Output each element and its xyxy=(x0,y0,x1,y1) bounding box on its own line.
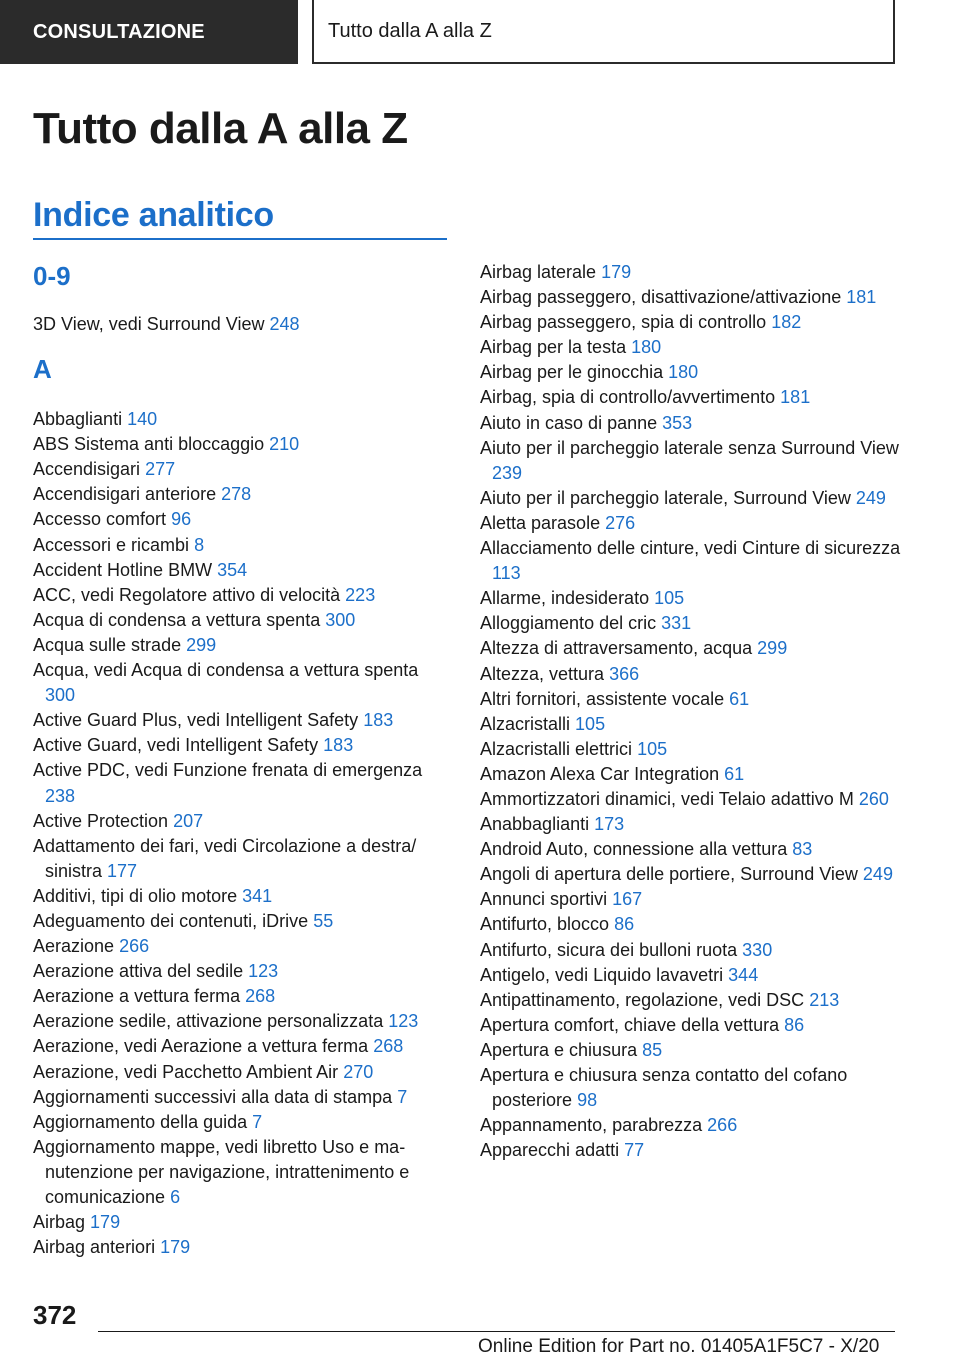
page-title: Tutto dalla A alla Z xyxy=(33,104,408,153)
index-page-link[interactable]: 77 xyxy=(624,1140,645,1161)
index-page-link[interactable]: 96 xyxy=(171,509,192,530)
index-entry-text: ABS Sistema anti bloccaggio xyxy=(33,434,265,455)
index-entry-text: Additivi, tipi di olio motore xyxy=(33,885,238,906)
index-entry-text: Alloggiamento del cric xyxy=(480,613,657,634)
index-entry-text: Accident Hotline BMW xyxy=(33,559,213,580)
index-entry xyxy=(480,636,910,661)
index-page-link[interactable]: 183 xyxy=(323,735,354,756)
index-entry-text: Apertura comfort, chiave della vettura xyxy=(480,1014,780,1035)
index-entry-text: Altezza, vettura xyxy=(480,663,605,684)
index-entry-text: Aerazione sedile, attivazione personalizzata xyxy=(33,1011,384,1032)
index-page-link[interactable]: 341 xyxy=(242,885,273,906)
index-page-link[interactable]: 86 xyxy=(784,1014,805,1035)
index-letter-0-9: 0-9 xyxy=(33,261,71,291)
index-page-link[interactable]: 181 xyxy=(846,287,877,308)
index-entry-text: Anabbaglianti xyxy=(480,814,590,835)
index-entry xyxy=(33,1210,448,1235)
index-entry xyxy=(480,536,910,586)
index-entry-text: Active Protection xyxy=(33,810,169,831)
index-entry xyxy=(33,608,448,633)
index-entry-text: Aggiornamenti successivi alla data di stampa xyxy=(33,1086,393,1107)
index-entry xyxy=(33,1085,448,1110)
index-entry-text: Airbag xyxy=(33,1212,86,1233)
index-entry xyxy=(33,884,448,909)
index-entry-text: Aerazione attiva del sedile xyxy=(33,961,244,982)
index-page-link[interactable]: 249 xyxy=(862,864,893,885)
index-page-link[interactable]: 248 xyxy=(269,314,300,334)
index-page-link[interactable]: 83 xyxy=(792,839,813,860)
index-entry-text: Abbaglianti xyxy=(33,409,123,430)
index-entry xyxy=(33,1110,448,1135)
index-column-left xyxy=(33,260,448,1260)
index-entry-text: Aiuto per il parcheggio laterale senza Surround View xyxy=(480,437,899,458)
index-entry xyxy=(33,482,448,507)
index-entry xyxy=(480,988,910,1013)
index-entry-text: Adattamento dei fari, vedi Circolazione a destra/ sinistra xyxy=(33,835,417,881)
index-page-link[interactable]: 8 xyxy=(194,534,205,555)
index-list-0-9 xyxy=(33,312,448,337)
index-page-link[interactable]: 181 xyxy=(780,387,811,408)
index-entry xyxy=(480,1038,910,1063)
index-entry-text: Aiuto per il parcheggio laterale, Surround View xyxy=(480,487,851,508)
index-entry-text: Aletta parasole xyxy=(480,512,601,533)
index-page-link[interactable]: 223 xyxy=(345,584,376,605)
index-entry-text: Alzacristalli elettrici xyxy=(480,738,633,759)
index-page-link[interactable]: 276 xyxy=(605,512,636,533)
index-page-link[interactable]: 353 xyxy=(662,412,693,433)
index-entry-text: Accessori e ricambi xyxy=(33,534,190,555)
edition-info: Online Edition for Part no. 01405A1F5C7 - X/20 xyxy=(478,1336,880,1357)
index-entry-text: Aerazione, vedi Pacchetto Ambient Air xyxy=(33,1061,339,1082)
index-page-link[interactable]: 105 xyxy=(575,713,606,734)
index-page-link[interactable]: 113 xyxy=(492,563,521,584)
index-entry-text: Active Guard Plus, vedi Intelligent Safety xyxy=(33,710,359,731)
index-entry xyxy=(33,558,448,583)
section-tab: CONSULTAZIONE xyxy=(0,0,298,64)
index-entry-text: Aggiornamento della guida xyxy=(33,1111,248,1132)
index-entry-text: Acqua sulle strade xyxy=(33,634,182,655)
index-entry xyxy=(33,658,448,708)
index-page-link[interactable]: 354 xyxy=(217,559,248,580)
index-entry-text: Appannamento, parabrezza xyxy=(480,1115,703,1136)
index-entry xyxy=(480,837,910,862)
index-entry-text: Android Auto, connessione alla vettura xyxy=(480,839,788,860)
index-entry xyxy=(33,583,448,608)
index-entry xyxy=(480,335,910,360)
index-entry xyxy=(33,959,448,984)
index-entry xyxy=(33,1009,448,1034)
index-entry xyxy=(480,787,910,812)
index-entry-text: Annunci sportivi xyxy=(480,889,608,910)
index-page-link[interactable]: 331 xyxy=(661,613,692,634)
index-entry-text: Antifurto, blocco xyxy=(480,914,610,935)
index-page-link[interactable]: 268 xyxy=(245,986,276,1007)
index-page-link[interactable]: 239 xyxy=(492,462,523,483)
index-entry-text: Accendisigari anteriore xyxy=(33,484,217,505)
index-entry-text: ACC, vedi Regolatore attivo di velocità xyxy=(33,584,341,605)
index-entry-text: Aerazione xyxy=(33,936,115,957)
index-entry xyxy=(480,285,910,310)
index-entry-text: 3D View, vedi Surround View xyxy=(33,314,265,334)
index-entry-text: Ammortizzatori dinamici, vedi Telaio adattivo M xyxy=(480,788,854,809)
index-page-link[interactable]: 179 xyxy=(160,1237,191,1258)
index-entry xyxy=(33,1135,448,1210)
index-page-link[interactable]: 179 xyxy=(601,262,632,282)
index-entry xyxy=(480,887,910,912)
index-entry-text: Airbag, spia di controllo/avvertimento xyxy=(480,387,776,408)
index-entry-text: Angoli di apertura delle portiere, Surround View xyxy=(480,864,858,885)
index-entry-text: Aggiornamento mappe, vedi libretto Uso e manutenzione per navigazione, intrattenimento e comunicazione xyxy=(33,1136,410,1207)
index-page-link[interactable]: 238 xyxy=(45,785,76,806)
index-entry-text: Accesso comfort xyxy=(33,509,167,530)
index-page-link[interactable]: 330 xyxy=(742,939,773,960)
index-entry xyxy=(33,312,448,337)
index-entry xyxy=(33,733,448,758)
index-page-link[interactable]: 266 xyxy=(707,1115,738,1136)
index-entry-text: Amazon Alexa Car Integration xyxy=(480,763,720,784)
index-entry-text: Active PDC, vedi Funzione frenata di emergenza xyxy=(33,760,423,781)
index-entry-text: Aerazione a vettura ferma xyxy=(33,986,241,1007)
index-entry-text: Active Guard, vedi Intelligent Safety xyxy=(33,735,319,756)
index-page-link[interactable]: 7 xyxy=(252,1111,263,1132)
index-entry xyxy=(33,1060,448,1085)
index-page-link[interactable]: 86 xyxy=(614,914,635,935)
index-page-link[interactable]: 177 xyxy=(107,860,138,881)
index-entry xyxy=(33,984,448,1009)
index-entry-text: Airbag passeggero, disattivazione/attivazione xyxy=(480,287,842,308)
index-entry xyxy=(33,633,448,658)
index-page-link[interactable]: 179 xyxy=(90,1212,121,1233)
page-number: 372 xyxy=(33,1300,77,1330)
index-entry xyxy=(480,411,910,436)
index-entry xyxy=(480,862,910,887)
index-entry xyxy=(33,507,448,532)
index-page-link[interactable]: 249 xyxy=(855,487,886,508)
index-entry xyxy=(480,812,910,837)
index-entry-text: Airbag anteriori xyxy=(33,1237,156,1258)
index-entry xyxy=(480,486,910,511)
index-page-link[interactable]: 98 xyxy=(577,1090,598,1111)
index-entry-text: Allacciamento delle cinture, vedi Cinture di sicurezza xyxy=(480,538,901,559)
index-page-link[interactable]: 123 xyxy=(248,961,279,982)
index-entry-text: Airbag laterale xyxy=(480,262,597,282)
index-entry-text: Airbag per le ginocchia xyxy=(480,362,664,383)
index-entry-text: Aerazione, vedi Aerazione a vettura ferma xyxy=(33,1036,369,1057)
index-entry-text: Altezza di attraversamento, acqua xyxy=(480,638,753,659)
index-entry-text: Apertura e chiusura xyxy=(480,1039,638,1060)
index-page-link[interactable]: 207 xyxy=(173,810,204,831)
index-entry xyxy=(480,687,910,712)
index-entry xyxy=(33,407,448,432)
index-entry-text: Antigelo, vedi Liquido lavavetri xyxy=(480,964,724,985)
index-entry xyxy=(480,385,910,410)
index-page-link[interactable]: 105 xyxy=(654,588,685,609)
index-list-a-continued xyxy=(480,260,910,1163)
index-page-link[interactable]: 167 xyxy=(612,889,643,910)
index-entry xyxy=(33,432,448,457)
index-page-link[interactable]: 140 xyxy=(127,409,158,430)
index-entry-text: Antipattinamento, regolazione, vedi DSC xyxy=(480,989,805,1010)
index-page-link[interactable]: 123 xyxy=(388,1011,419,1032)
index-page-link[interactable]: 260 xyxy=(858,788,889,809)
index-entry xyxy=(33,909,448,934)
footer-divider xyxy=(98,1331,895,1332)
index-entry xyxy=(33,809,448,834)
index-page-link[interactable]: 61 xyxy=(724,763,745,784)
index-page-link[interactable]: 299 xyxy=(757,638,788,659)
index-page-link[interactable]: 210 xyxy=(269,434,300,455)
index-entry xyxy=(33,533,448,558)
index-page-link[interactable]: 268 xyxy=(373,1036,404,1057)
index-page-link[interactable]: 180 xyxy=(668,362,699,383)
index-entry xyxy=(480,310,910,335)
index-entry-text: Aiuto in caso di panne xyxy=(480,412,658,433)
page-header xyxy=(0,0,960,66)
index-entry xyxy=(33,834,448,884)
index-entry xyxy=(480,260,910,285)
index-entry-text: Apertura e chiusura senza contatto del cofano posteriore xyxy=(480,1065,848,1111)
index-entry xyxy=(480,912,910,937)
index-page-link[interactable]: 173 xyxy=(594,814,625,835)
index-page-link[interactable]: 85 xyxy=(642,1039,663,1060)
index-page-link[interactable]: 300 xyxy=(325,609,356,630)
chapter-tab: Tutto dalla A alla Z xyxy=(312,0,895,64)
index-entry xyxy=(480,1138,910,1163)
index-entry-text: Antifurto, sicura dei bulloni ruota xyxy=(480,939,738,960)
index-entry-text: Airbag passeggero, spia di controllo xyxy=(480,312,767,333)
index-page-link[interactable]: 6 xyxy=(170,1187,181,1207)
index-entry xyxy=(480,586,910,611)
index-page-link[interactable]: 7 xyxy=(397,1086,408,1107)
index-column-right xyxy=(480,260,910,1163)
index-entry-text: Airbag per la testa xyxy=(480,337,627,358)
index-entry xyxy=(480,938,910,963)
index-page-link[interactable]: 344 xyxy=(728,964,759,985)
index-page-link[interactable]: 61 xyxy=(729,688,750,709)
index-entry xyxy=(480,360,910,385)
index-page-link[interactable]: 266 xyxy=(119,936,150,957)
index-page-link[interactable]: 182 xyxy=(771,312,802,333)
index-entry xyxy=(480,611,910,636)
index-entry xyxy=(480,1013,910,1038)
index-entry xyxy=(33,1235,448,1260)
index-entry xyxy=(480,963,910,988)
index-entry xyxy=(480,1113,910,1138)
index-page-link[interactable]: 183 xyxy=(363,710,394,731)
index-page-link[interactable]: 300 xyxy=(45,685,76,706)
index-page-link[interactable]: 278 xyxy=(221,484,252,505)
index-page-link[interactable]: 366 xyxy=(609,663,640,684)
index-list-a xyxy=(33,407,448,1260)
index-divider xyxy=(33,238,447,240)
index-entry xyxy=(480,737,910,762)
index-entry xyxy=(480,662,910,687)
index-entry xyxy=(33,1034,448,1059)
index-entry xyxy=(33,758,448,808)
index-page-link[interactable]: 299 xyxy=(186,634,217,655)
index-entry xyxy=(480,1063,910,1113)
index-entry-text: Allarme, indesiderato xyxy=(480,588,650,609)
index-entry-text: Altri fornitori, assistente vocale xyxy=(480,688,725,709)
index-entry-text: Apparecchi adatti xyxy=(480,1140,620,1161)
index-page-link[interactable]: 55 xyxy=(313,910,334,931)
index-page-link[interactable]: 180 xyxy=(631,337,662,358)
index-title: Indice analitico xyxy=(33,196,274,234)
index-page-link[interactable]: 270 xyxy=(343,1061,374,1082)
index-entry xyxy=(480,712,910,737)
index-page-link[interactable]: 105 xyxy=(637,738,668,759)
index-entry xyxy=(33,457,448,482)
index-page-link[interactable]: 213 xyxy=(809,989,840,1010)
index-entry-text: Alzacristalli xyxy=(480,713,571,734)
index-letter-a: A xyxy=(33,354,52,385)
index-entry xyxy=(33,934,448,959)
index-entry-text: Accendisigari xyxy=(33,459,141,480)
index-entry xyxy=(480,436,910,486)
index-entry-text: Adeguamento dei contenuti, iDrive xyxy=(33,910,309,931)
index-entry xyxy=(480,511,910,536)
index-page-link[interactable]: 277 xyxy=(145,459,176,480)
index-entry xyxy=(33,708,448,733)
index-entry-text: Acqua di condensa a vettura spenta xyxy=(33,609,321,630)
index-entry xyxy=(480,762,910,787)
index-entry-text: Acqua, vedi Acqua di condensa a vettura spenta xyxy=(33,660,419,681)
